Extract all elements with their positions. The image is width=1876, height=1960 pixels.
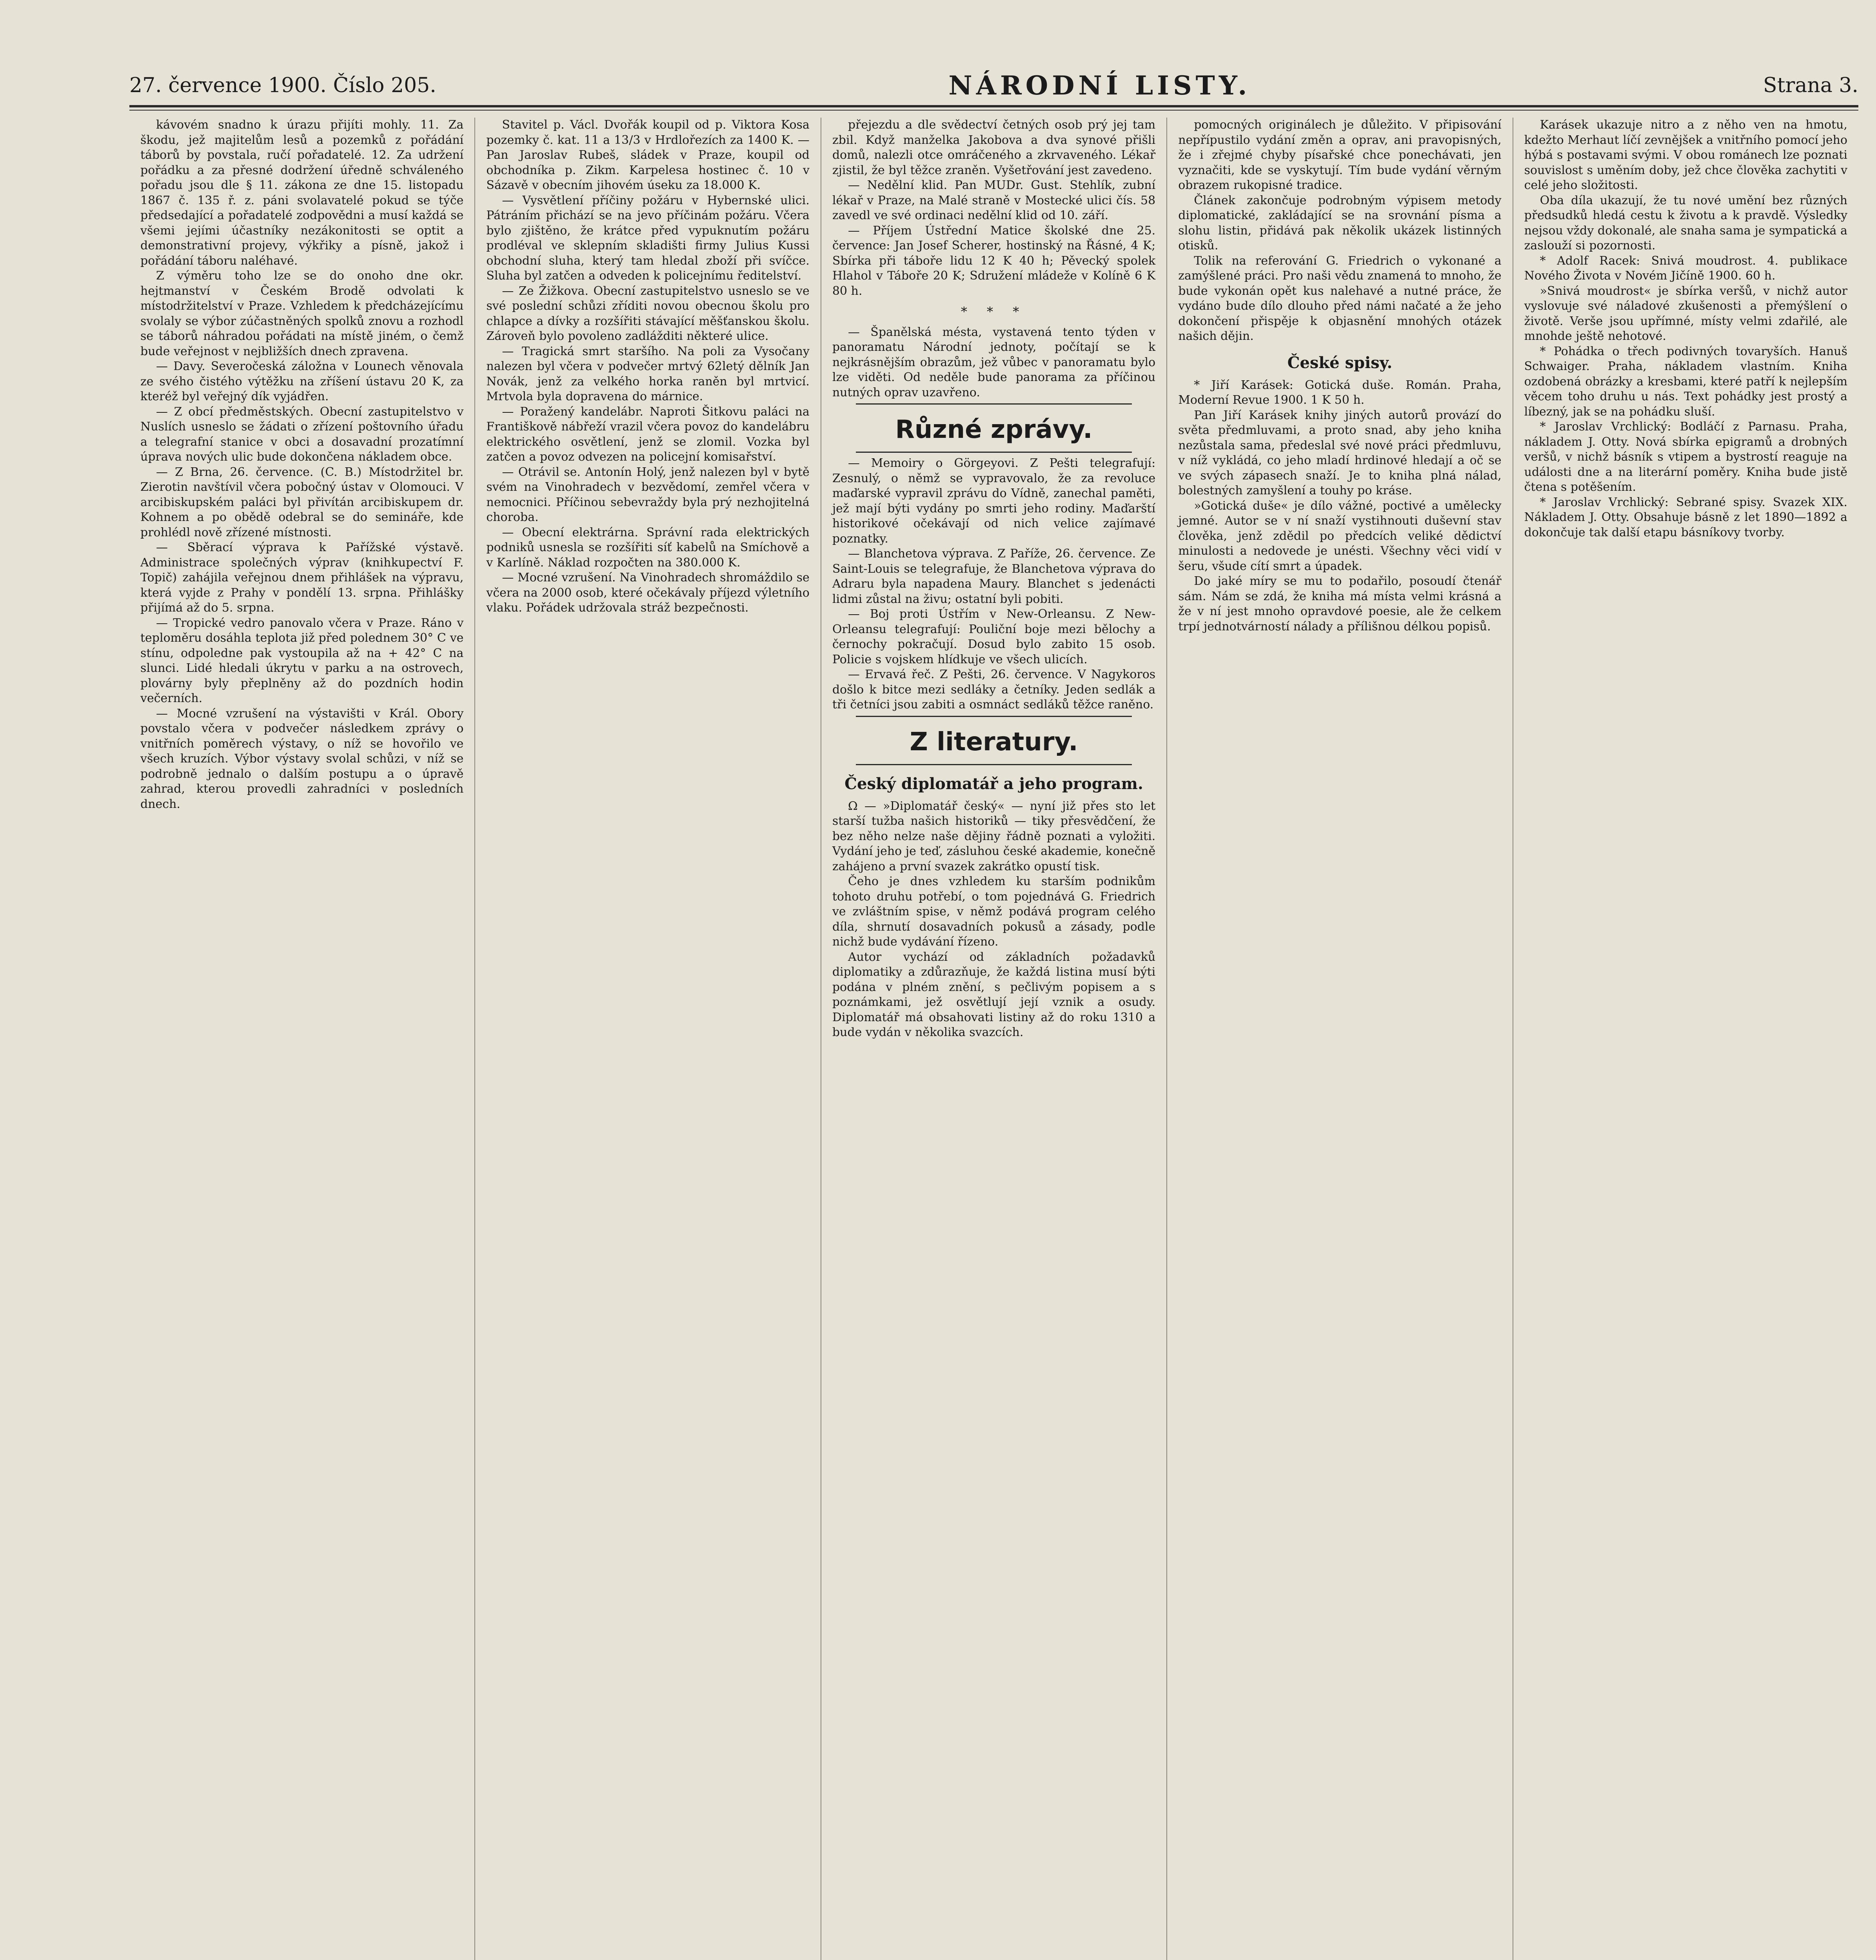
header-rule (129, 105, 1858, 107)
paragraph: — Ervavá řeč. Z Pešti, 26. července. V Nagykoros došlo k bitce mezi sedláky a četníky. Jeden sedlák a tři četníci jsou zabiti a osmnáct sedláků těžce raněno. (832, 668, 1156, 711)
page-number: Strana 3. (1763, 74, 1858, 97)
masthead: NÁRODNÍ LISTY. (948, 70, 1251, 101)
paragraph: Karásek ukazuje nitro a z něho ven na hmotu, kdežto Merhaut líčí zevnějšek a vnitřního pomocí jeho hýbá s postavami svými. V obou románech lze poznati souvislost s uměním doby, jež chce člověka zachytiti v celé jeho složitosti. (1524, 118, 1848, 192)
paragraph: — Z Brna, 26. července. (C. B.) Místodržitel br. Zierotin navštívil včera pobočný ústav v Olomouci. V arcibiskupském paláci byl přivítán arcibiskupem dr. Kohnem a po obědě odebral se do semináře, kde prohlédl nově zřízené místnosti. (140, 465, 464, 539)
paragraph: — Tragická smrt staršího. Na poli za Vysočany nalezen byl včera v podvečer mrtvý 62letý dělník Jan Novák, jenž za velkého horka raněn byl mrtvicí. Mrtvola byla dopravena do márnice. (486, 344, 810, 403)
paragraph: * Pohádka o třech podivných tovaryších. Hanuš Schwaiger. Praha, nákladem vlastním. Kniha ozdobená obrázky a kresbami, které patří k nejlepším věcem toho druhu u nás. Text pohádky jest prostý a líbezný, jak se na pohádku sluší. (1524, 344, 1848, 419)
section-heading: České spisy. (1287, 353, 1393, 372)
article-heading: Český diplomatář a jeho program. (844, 774, 1143, 793)
paragraph: — Vysvětlení příčiny požáru v Hybernské ulici. Pátráním přichází se na jevo příčinám požáru. Včera bylo zjištěno, že krátce před vypuknutím požáru prodléval ve sklepním skladišti firmy Julius Kussi obchodní sluha, který tam hledal zboží při svíčce. Sluha byl zatčen a odveden k policejnímu ředitelství. (486, 193, 810, 283)
paragraph: Z výměru toho lze se do onoho dne okr. hejtmanství v Českém Brodě odvolati k místodržitelství v Praze. Vzhledem k předcházejícímu svolaly se výbor zúčastněných spolků znovu a rozhodl se táborů náhradou pořádati na místě jiném, o čemž bude veřejnost v nejbližších dnech zpravena. (140, 269, 464, 358)
paragraph: — Boj proti Ústřím v New-Orleansu. Z New-Orleansu telegrafují: Pouliční boje mezi bělochy a černochy pokračují. Dosud bylo zabito 15 osob. Policie s vojskem hlídkuje ve všech ulicích. (832, 607, 1156, 666)
paragraph: — Sběrací výprava k Pařížské výstavě. Administrace společných výprav (knihkupectví F. Topič) zahájila veřejnou dnem přihlášek na výpravu, která vyjde z Prahy v pondělí 13. srpna. Přihlášky přijímá až do 5. srpna. (140, 541, 464, 615)
column-3 (821, 118, 1167, 1960)
paragraph: — Nedělní klid. Pan MUDr. Gust. Stehlík, zubní lékař v Praze, na Malé straně v Mostecké ulici čís. 58 zavedl ve své ordinaci nedělní klid od 10. září. (832, 178, 1156, 222)
header-rule-thin (129, 110, 1858, 111)
paragraph: — Příjem Ústřední Matice školské dne 25. července: Jan Josef Scherer, hostinský na Řásné, 4 K; Sbírka při táboře lidu 12 K 40 h; Pěvecký spolek Hlahol v Táboře 20 K; Sdružení mládeže v Kolíně 6 K 80 h. (832, 223, 1156, 298)
paragraph: »Gotická duše« je dílo vážné, poctivé a umělecky jemné. Autor se v ní snaží vystihnouti duševní stav člověka, jenž zdědil po předcích veliké dědictví minulosti a nedovede je unésti. Všechny věci vidí v šeru, všude cítí smrt a úpadek. (1178, 499, 1502, 573)
paragraph: — Blanchetova výprava. Z Paříže, 26. července. Ze Saint-Louis se telegrafuje, že Blanchetova výprava do Adraru byla napadena Maury. Blanchet s jedenácti lidmi zůstal na živu; ostatní byli pobiti. (832, 547, 1156, 606)
paragraph: Autor vychází od základních požadavků diplomatiky a zdůrazňuje, že každá listina musí býti podána v plném znění, s pečlivým popisem a s poznámkami, jež osvětlují její vznik a osudy. Diplomatář má obsahovati listiny až do roku 1310 a bude vydán v několika svazcích. (832, 950, 1156, 1039)
column-5 (1513, 118, 1858, 1960)
paragraph: Ω — »Diplomatář český« — nyní již přes sto let starší tužba našich historiků — tiky přesvědčení, že bez něho nelze naše dějiny řádně poznati a vyložiti. Vydání jeho je teď, zásluhou české akademie, konečně zahájeno a první svazek zakrátko opustí tisk. (832, 799, 1156, 873)
paragraph: — Davy. Severočeská záložna v Lounech věnovala ze svého čistého výtěžku na zříšení ústavu 20 K, za kteréž byl veřejný dík vyjádřen. (140, 359, 464, 403)
section-rule (856, 764, 1132, 765)
paragraph: — Mocné vzrušení. Na Vinohradech shromáždilo se včera na 2000 osob, které očekávaly příjezd výletního vlaku. Pořádek udržovala stráž bezpečnosti. (486, 571, 810, 615)
paragraph: »Snivá moudrost« je sbírka veršů, v nichž autor vyslovuje své náladové zkušenosti a přemýšlení o životě. Verše jsou upřímné, místy velmi zdařilé, ale mnohde ještě nehotové. (1524, 284, 1848, 343)
paragraph: Čeho je dnes vzhledem ku starším podnikům tohoto druhu potřebí, o tom pojednává G. Friedrich ve zvláštním spise, v němž podává program celého díla, shrnutí dosavadních pokusů a zásady, podle nichž bude vydávání řízeno. (832, 875, 1156, 949)
section-rule (856, 403, 1132, 405)
paragraph: Pan Jiří Karásek knihy jiných autorů provází do světa předmluvami, a proto snad, aby jeho kniha nezůstala sama, předeslal své nové práci předmluvu, v níž vykládá, co jeho mladí hrdinové hledají a oč se ve svých zápasech snaží. Je to kniha plná nálad, bolestných zamyšlení a touhy po kráse. (1178, 408, 1502, 497)
paragraph: — Otrávil se. Antonín Holý, jenž nalezen byl v bytě svém na Vinohradech v bezvědomí, zemřel včera v nemocnici. Příčinou sebevraždy byla prý nezhojitelná choroba. (486, 465, 810, 524)
column-4 (1167, 118, 1513, 1960)
paragraph: — Poražený kandelábr. Naproti Šitkovu paláci na Františkově nábřeží vrazil včera povoz do kandelábru elektrického osvětlení, jenž se zlomil. Vozka byl zatčen a povoz odvezen na policejní komisařství. (486, 405, 810, 464)
page-header (129, 66, 1858, 105)
column-2 (475, 118, 821, 1960)
paragraph: — Z obcí předměstských. Obecní zastupitelstvo v Nuslích usneslo se žádati o zřízení poštovního úřadu a telegrafní stanice v obci a dosavadní prozatímní úprava nových ulic bude dokončena nákladem obce. (140, 405, 464, 464)
paragraph: — Tropické vedro panovalo včera v Praze. Ráno v teploměru dosáhla teplota již před polednem 30° C ve stínu, odpoledne pak vystoupila až na + 42° C na slunci. Lidé hledali úkrytu v parku a na ostrovech, plovárny byly přeplněny až do pozdních hodin večerních. (140, 616, 464, 705)
paragraph: — Obecní elektrárna. Správní rada elektrických podniků usnesla se rozšířiti síť kabelů na Smíchově a v Karlíně. Náklad rozpočten na 380.000 K. (486, 525, 810, 570)
paragraph: — Španělská mésta, vystavená tento týden v panoramatu Národní jednoty, počítají se k nejkrásnějším obrazům, jež vůbec v panoramatu bylo lze viděti. Od neděle bude panorama za příčinou nutných oprav uzavřeno. (832, 325, 1156, 399)
paragraph: Oba díla ukazují, že tu nové umění bez různých předsudků hledá cestu k životu a k pravdě. Výsledky nejsou vždy dokonalé, ale snaha sama je sympatická a zaslouží si pozornosti. (1524, 193, 1848, 252)
columns (129, 118, 1858, 1960)
section-rule (856, 452, 1132, 453)
paragraph: Do jaké míry se mu to podařilo, posoudí čtenář sám. Nám se zdá, že kniha má místa velmi krásná a že v ní jest mnoho opravdové poesie, ale že celkem trpí jednotvárností nálady a přílišnou délkou popisů. (1178, 574, 1502, 633)
paragraph: * Jiří Karásek: Gotická duše. Román. Praha, Moderní Revue 1900. 1 K 50 h. (1178, 378, 1502, 407)
paragraph: — Ze Žižkova. Obecní zastupitelstvo usneslo se ve své poslední schůzi zříditi novou obecnou školu pro chlapce a dívky a rozšířiti stávající měšťanskou školu. Zároveň bylo povoleno zadlážditi některé ulice. (486, 284, 810, 343)
date-issue: 27. července 1900. Číslo 205. (129, 74, 436, 97)
section-rule (856, 716, 1132, 717)
paragraph: Stavitel p. Václ. Dvořák koupil od p. Viktora Kosa pozemky č. kat. 11 a 13/3 v Hrdlořezích za 1400 K. — Pan Jaroslav Rubeš, sládek v Praze, koupil od obchodníka p. Zikm. Karpelesa hostinec č. 10 v Sázavě v obecním jihovém úseku za 18.000 K. (486, 118, 810, 192)
paragraph: — Memoiry o Görgeyovi. Z Pešti telegrafují: Zesnulý, o němž se vypravovalo, že za revoluce maďarské vypravil zprávu do Vídně, zanechal paměti, jež mají býti vydány po smrti jeho rodiny. Maďarští historikové očekávají od nich velice zajímavé poznatky. (832, 456, 1156, 546)
paragraph: Článek zakončuje podrobným výpisem metody diplomatické, zakládající se na srovnání písma a slohu listin, přidává pak několik ukázek listinných otisků. (1178, 193, 1502, 252)
paragraph: přejezdu a dle svědectví četných osob prý jej tam zbil. Když manželka Jakobova a dva synové přišli domů, nalezli otce omráčeného a zkrvaveného. Lékař zjistil, že byl těžce zraněn. Vyšetřování jest zavedeno. (832, 118, 1156, 177)
paragraph: * Jaroslav Vrchlický: Sebrané spisy. Svazek XIX. Nákladem J. Otty. Obsahuje básně z let 1890—1892 a dokončuje tak další etapu básníkovy tvorby. (1524, 495, 1848, 539)
section-heading: Různé zprávy. (895, 415, 1093, 444)
paragraph: Tolik na referování G. Friedrich o vykonané a zamýšlené práci. Pro naši vědu znamená to mnoho, že bude vykonán opět kus nalehavé a nutné práce, že vydáno bude dílo dlouho před námi načaté a že jeho dokončení přispěje k objasnění mnohých otázek našich dějin. (1178, 254, 1502, 343)
separator-stars: * * * (961, 304, 1027, 319)
column-1 (129, 118, 475, 1960)
paragraph: pomocných originálech je důležito. V připisování nepřípustilo vydání změn a oprav, ani pravopisných, že i zřejmé chyby písařské chce ponechávati, jen vyznačiti, kde se vyskytují. Tím bude vydání věrným obrazem rukopisné tradice. (1178, 118, 1502, 192)
paragraph: * Adolf Racek: Snivá moudrost. 4. publikace Nového Života v Novém Jičíně 1900. 60 h. (1524, 254, 1848, 283)
paragraph: — Mocné vzrušení na výstavišti v Král. Obory povstalo včera v podvečer následkem zprávy o vnitřních poměrech výstavy, o níž se hovořilo ve všech kruzích. Výbor výstavy svolal schůzi, v níž se podrobně jednalo o dalším postupu a o úpravě zahrad, kterou provedli zahradníci v posledních dnech. (140, 706, 464, 811)
section-heading: Z literatury. (910, 727, 1078, 757)
paragraph: * Jaroslav Vrchlický: Bodláčí z Parnasu. Praha, nákladem J. Otty. Nová sbírka epigramů a drobných veršů, v nichž básník s vtipem a bystrostí reaguje na události dne a na literární poměry. Kniha bude jistě čtena s potěšením. (1524, 420, 1848, 494)
paragraph: kávovém snadno k úrazu přijíti mohly. 11. Za škodu, jež majitelům lesů a pozemků z pořádání táborů by povstala, ručí pořadatelé. 12. Za udržení pořádku a za přesné dodržení úředně schváleného pořadu jsou dle § 11. zákona ze dne 15. listopadu 1867 č. 135 ř. z. páni svolavatelé pokud se týče předsedající a pořadatelé zodpovědni a musí každá se všemi jejími účastníky nezákonitosti se optit a demonstrativní projevy, výkřiky a písně, jakož i pořádání táboru naléhavé. (140, 118, 464, 268)
